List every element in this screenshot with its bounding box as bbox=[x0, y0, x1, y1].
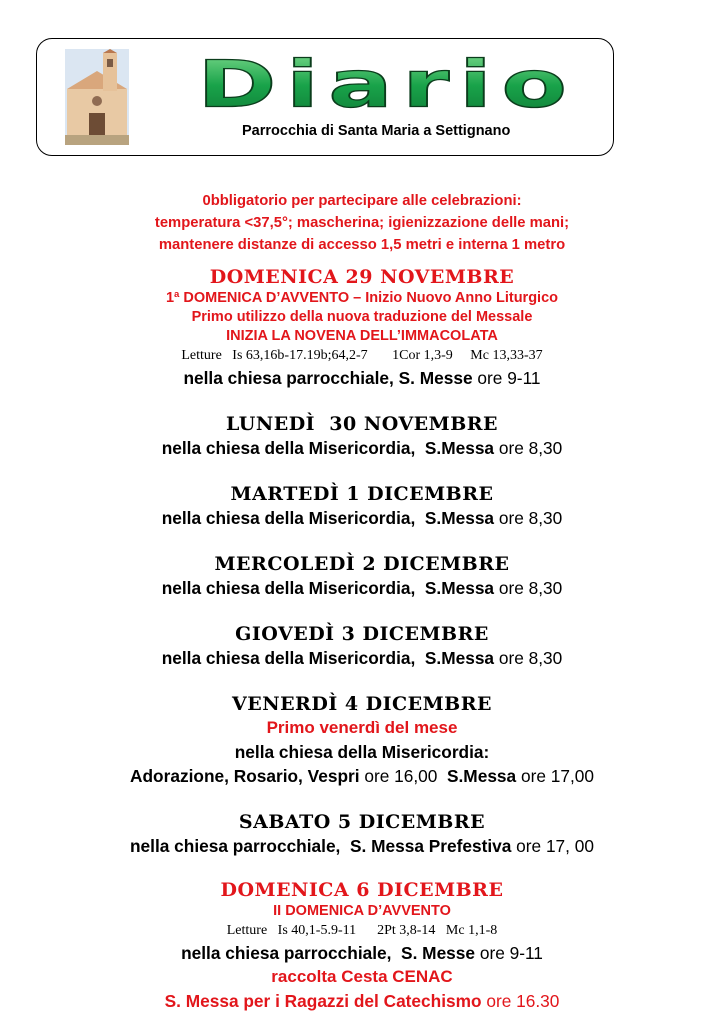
church-image bbox=[65, 49, 129, 145]
mass-time: ore 9-11 bbox=[477, 368, 541, 388]
mass-place: nella chiesa della Misericordia, S.Messa bbox=[161, 578, 495, 598]
mass-place: nella chiesa parrocchiale, S. Messe bbox=[183, 368, 473, 388]
header-box bbox=[36, 38, 614, 156]
mass-line bbox=[0, 576, 724, 600]
mass-place: nella chiesa della Misericordia, S.Messa bbox=[161, 648, 495, 668]
day-title: SABATO 5 DICEMBRE bbox=[238, 811, 486, 833]
notice-line: 0bbligatorio per partecipare alle celebrazioni: bbox=[202, 193, 522, 209]
activity-name: Adorazione, Rosario, Vespri bbox=[130, 766, 360, 786]
notice-line: temperatura <37,5°; mascherina; igienizzazione delle mani; bbox=[154, 215, 570, 231]
day-block bbox=[0, 622, 724, 670]
readings: Letture Is 63,16b-17.19b;64,2-7 1Cor 1,3-9 Mc 13,33-37 bbox=[181, 348, 543, 363]
day-block bbox=[0, 878, 724, 1013]
mass-place: nella chiesa parrocchiale, S. Messe bbox=[181, 943, 476, 963]
mass-time: ore 17, 00 bbox=[516, 836, 594, 856]
activity-time: ore 16,00 bbox=[359, 766, 447, 786]
diary-content bbox=[0, 190, 724, 1013]
day-block bbox=[0, 265, 724, 390]
mass-line bbox=[0, 436, 724, 460]
day-title: MARTEDÌ 1 DICEMBRE bbox=[230, 483, 494, 505]
mass-time: ore 8,30 bbox=[498, 508, 563, 528]
mass-place: nella chiesa parrocchiale, S. Messa Prefestiva bbox=[130, 836, 512, 856]
notice bbox=[0, 190, 724, 256]
mass-line bbox=[0, 506, 724, 530]
activity-line bbox=[0, 764, 724, 788]
day-title: LUNEDÌ 30 NOVEMBRE bbox=[225, 413, 499, 435]
catechism-time: ore 16.30 bbox=[486, 991, 560, 1011]
mass-time: ore 8,30 bbox=[498, 648, 563, 668]
day-block bbox=[0, 692, 724, 788]
day-title: DOMENICA 29 NOVEMBRE bbox=[209, 266, 515, 288]
mass-line bbox=[0, 941, 724, 965]
day-subtitle: INIZIA LA NOVENA DELL’IMMACOLATA bbox=[226, 328, 498, 344]
mass-line bbox=[0, 366, 724, 390]
catechism-line bbox=[0, 989, 724, 1013]
day-block bbox=[0, 412, 724, 460]
mass-time: ore 8,30 bbox=[498, 578, 563, 598]
day-title: VENERDÌ 4 DICEMBRE bbox=[231, 693, 492, 715]
parish-name: Parrocchia di Santa Maria a Settignano bbox=[242, 123, 511, 139]
day-subtitle: 1ª DOMENICA D’AVVENTO – Inizio Nuovo Anno Liturgico bbox=[165, 290, 559, 306]
day-subtitle: Primo venerdì del mese bbox=[266, 718, 458, 737]
mass-time: ore 17,00 bbox=[516, 766, 594, 786]
catechism-mass: S. Messa per i Ragazzi del Catechismo bbox=[164, 991, 482, 1011]
day-block bbox=[0, 552, 724, 600]
mass-place: nella chiesa della Misericordia, S.Messa bbox=[161, 438, 495, 458]
collection-note: raccolta Cesta CENAC bbox=[271, 967, 453, 986]
day-subtitle: II DOMENICA D’AVVENTO bbox=[273, 903, 451, 919]
diario-title-text: Diario bbox=[197, 48, 577, 123]
day-block bbox=[0, 810, 724, 858]
mass-time: ore 8,30 bbox=[498, 438, 563, 458]
diario-title bbox=[182, 41, 592, 123]
mass-line bbox=[0, 646, 724, 670]
day-title: MERCOLEDÌ 2 DICEMBRE bbox=[214, 553, 510, 575]
readings: Letture Is 40,1-5.9-11 2Pt 3,8-14 Mc 1,1-8 bbox=[226, 923, 498, 938]
mass-line bbox=[0, 834, 724, 858]
day-title: GIOVEDÌ 3 DICEMBRE bbox=[235, 623, 489, 645]
day-block bbox=[0, 482, 724, 530]
mass-label: S.Messa bbox=[446, 766, 517, 786]
day-title: DOMENICA 6 DICEMBRE bbox=[220, 879, 504, 901]
mass-time: ore 9-11 bbox=[479, 943, 543, 963]
mass-place: nella chiesa della Misericordia, S.Messa bbox=[161, 508, 495, 528]
notice-line: mantenere distanze di accesso 1,5 metri e interna 1 metro bbox=[158, 237, 566, 253]
mass-place: nella chiesa della Misericordia: bbox=[234, 742, 490, 762]
day-subtitle: Primo utilizzo della nuova traduzione del Messale bbox=[191, 309, 533, 325]
